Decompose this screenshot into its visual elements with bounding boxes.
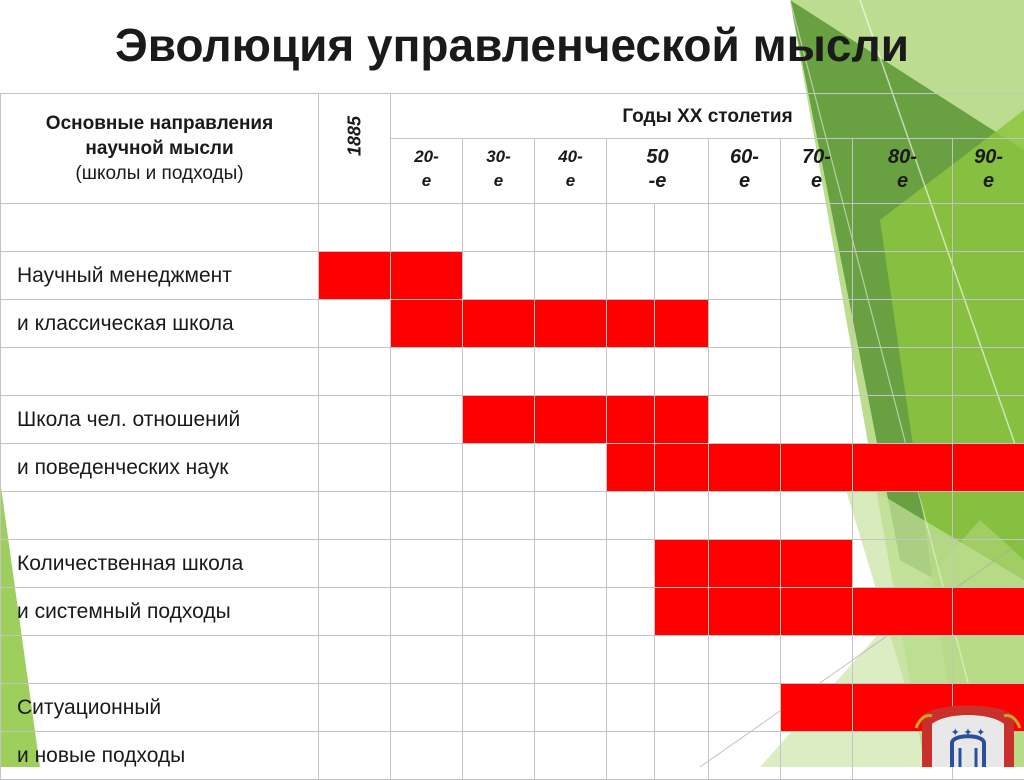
- timeline-cell: [319, 396, 391, 444]
- timeline-cell: [607, 252, 655, 300]
- decade-header-30s-line1: 30-: [463, 145, 534, 169]
- timeline-cell: [953, 252, 1024, 300]
- timeline-cell: [953, 540, 1024, 588]
- decade-header-60s-line2: е: [709, 169, 780, 193]
- timeline-cell: [319, 684, 391, 732]
- decade-header-40s: [535, 139, 607, 204]
- timeline-cell: [709, 636, 781, 684]
- timeline-row: [1, 588, 1024, 636]
- timeline-bar-cell: [607, 300, 655, 348]
- timeline-row: [1, 492, 1024, 540]
- timeline-cell: [709, 252, 781, 300]
- timeline-cell: [953, 348, 1024, 396]
- timeline-row: [1, 444, 1024, 492]
- timeline-cell: [319, 444, 391, 492]
- decade-header-50s: [607, 139, 709, 204]
- timeline-cell: [463, 636, 535, 684]
- timeline-cell: [607, 636, 655, 684]
- timeline-row: [1, 252, 1024, 300]
- timeline-cell: [709, 204, 781, 252]
- timeline-bar-cell: [853, 444, 953, 492]
- timeline-cell: [463, 252, 535, 300]
- timeline-cell: [709, 492, 781, 540]
- direction-label: [1, 636, 319, 684]
- timeline-cell: [535, 204, 607, 252]
- century-header: Годы XX столетия: [391, 94, 1024, 139]
- timeline-cell: [655, 732, 709, 780]
- direction-label: и классическая школа: [1, 300, 319, 348]
- timeline-bar-cell: [853, 588, 953, 636]
- timeline-bar-cell: [463, 300, 535, 348]
- direction-label: [1, 348, 319, 396]
- timeline-cell: [391, 684, 463, 732]
- slide-title: Эволюция управленческой мысли: [0, 18, 1024, 72]
- timeline-rows: [1, 204, 1024, 780]
- year-1885-label: 1885: [344, 116, 365, 156]
- timeline-table: [0, 93, 1024, 780]
- timeline-cell: [535, 636, 607, 684]
- timeline-cell: [391, 732, 463, 780]
- direction-label: Школа чел. отношений: [1, 396, 319, 444]
- timeline-cell: [319, 540, 391, 588]
- decade-header-80s-line2: е: [853, 169, 952, 193]
- timeline-cell: [953, 204, 1024, 252]
- timeline-row: [1, 348, 1024, 396]
- university-emblem-icon: [912, 698, 1024, 767]
- decade-header-20s-line1: 20-: [391, 145, 462, 169]
- timeline-bar-cell: [535, 300, 607, 348]
- timeline-cell: [709, 684, 781, 732]
- timeline-cell: [463, 444, 535, 492]
- timeline-bar-cell: [953, 444, 1024, 492]
- timeline-bar-cell: [709, 444, 781, 492]
- timeline-cell: [319, 588, 391, 636]
- timeline-bar-cell: [607, 396, 655, 444]
- timeline-cell: [391, 540, 463, 588]
- decade-header-70s-line2: е: [781, 169, 852, 193]
- timeline-bar-cell: [781, 540, 853, 588]
- timeline-cell: [953, 396, 1024, 444]
- timeline-bar-cell: [781, 444, 853, 492]
- timeline-cell: [463, 732, 535, 780]
- decade-header-90s-line1: 90-: [953, 145, 1024, 169]
- timeline-bar-cell: [391, 300, 463, 348]
- direction-label: Количественная школа: [1, 540, 319, 588]
- timeline-bar-cell: [655, 540, 709, 588]
- decade-header-70s: [781, 139, 853, 204]
- timeline-cell: [853, 396, 953, 444]
- timeline-cell: [655, 636, 709, 684]
- timeline-cell: [535, 588, 607, 636]
- direction-label: Ситуационный: [1, 684, 319, 732]
- timeline-cell: [853, 492, 953, 540]
- timeline-row: [1, 732, 1024, 780]
- decade-header-60s: [709, 139, 781, 204]
- timeline-row: [1, 540, 1024, 588]
- timeline-cell: [607, 204, 655, 252]
- timeline-cell: [319, 636, 391, 684]
- timeline-cell: [781, 252, 853, 300]
- timeline-cell: [781, 636, 853, 684]
- timeline-cell: [709, 348, 781, 396]
- timeline-bar-cell: [319, 252, 391, 300]
- timeline-cell: [463, 588, 535, 636]
- timeline-cell: [319, 348, 391, 396]
- decade-header-30s-line2: е: [463, 169, 534, 193]
- direction-label: Научный менеджмент: [1, 252, 319, 300]
- timeline-cell: [709, 732, 781, 780]
- direction-label: [1, 204, 319, 252]
- timeline-bar-cell: [655, 444, 709, 492]
- timeline-cell: [655, 684, 709, 732]
- timeline-cell: [853, 348, 953, 396]
- decade-header-30s: [463, 139, 535, 204]
- timeline-cell: [781, 732, 853, 780]
- timeline-bar-cell: [655, 588, 709, 636]
- timeline-cell: [655, 204, 709, 252]
- timeline-cell: [709, 300, 781, 348]
- timeline-cell: [391, 492, 463, 540]
- timeline-bar-cell: [535, 396, 607, 444]
- timeline-cell: [953, 300, 1024, 348]
- timeline-cell: [391, 396, 463, 444]
- directions-header-line2: научной мысли: [1, 136, 318, 161]
- timeline-bar-cell: [655, 396, 709, 444]
- timeline-cell: [607, 732, 655, 780]
- timeline-cell: [391, 636, 463, 684]
- timeline-cell: [853, 300, 953, 348]
- timeline-cell: [853, 540, 953, 588]
- timeline-cell: [709, 396, 781, 444]
- direction-label: и поведенческих наук: [1, 444, 319, 492]
- direction-label: и новые подходы: [1, 732, 319, 780]
- timeline-cell: [391, 588, 463, 636]
- timeline-cell: [535, 540, 607, 588]
- timeline-bar-cell: [655, 300, 709, 348]
- timeline-cell: [463, 204, 535, 252]
- decade-header-50s-line1: 50: [607, 145, 708, 169]
- decade-header-80s: [853, 139, 953, 204]
- timeline-cell: [853, 252, 953, 300]
- timeline-row: [1, 636, 1024, 684]
- directions-header-line1: Основные направления: [1, 111, 318, 136]
- timeline-row: [1, 300, 1024, 348]
- decade-header-50s-line2: -е: [607, 169, 708, 193]
- svg-text:✦ ✦ ✦: ✦ ✦ ✦: [951, 726, 986, 739]
- directions-header-line3: (школы и подходы): [1, 161, 318, 186]
- timeline-cell: [607, 540, 655, 588]
- timeline-cell: [781, 204, 853, 252]
- timeline-bar-cell: [781, 588, 853, 636]
- timeline-row: [1, 684, 1024, 732]
- timeline-cell: [953, 636, 1024, 684]
- timeline-cell: [535, 348, 607, 396]
- timeline-cell: [535, 684, 607, 732]
- timeline-bar-cell: [953, 588, 1024, 636]
- timeline-cell: [391, 204, 463, 252]
- decade-header-90s: [953, 139, 1024, 204]
- timeline-bar-cell: [391, 252, 463, 300]
- directions-header: [1, 94, 319, 204]
- timeline-cell: [853, 636, 953, 684]
- timeline-bar-cell: [463, 396, 535, 444]
- timeline-cell: [953, 492, 1024, 540]
- direction-label: [1, 492, 319, 540]
- timeline-cell: [655, 348, 709, 396]
- timeline-cell: [607, 492, 655, 540]
- timeline-row: [1, 396, 1024, 444]
- timeline-bar-cell: [709, 588, 781, 636]
- timeline-cell: [535, 732, 607, 780]
- decade-header-80s-line1: 80-: [853, 145, 952, 169]
- timeline-bar-cell: [709, 540, 781, 588]
- timeline-cell: [463, 684, 535, 732]
- timeline-cell: [319, 732, 391, 780]
- timeline-cell: [781, 396, 853, 444]
- timeline-cell: [853, 204, 953, 252]
- year-1885-header: [319, 94, 391, 204]
- decade-header-60s-line1: 60-: [709, 145, 780, 169]
- timeline-row: [1, 204, 1024, 252]
- direction-label: и системный подходы: [1, 588, 319, 636]
- timeline-cell: [391, 444, 463, 492]
- decade-header-20s: [391, 139, 463, 204]
- timeline-cell: [535, 492, 607, 540]
- timeline-cell: [781, 300, 853, 348]
- decade-header-40s-line1: 40-: [535, 145, 606, 169]
- decade-header-20s-line2: е: [391, 169, 462, 193]
- timeline-cell: [655, 252, 709, 300]
- timeline-cell: [535, 252, 607, 300]
- timeline-cell: [319, 492, 391, 540]
- timeline-cell: [607, 348, 655, 396]
- timeline-cell: [463, 540, 535, 588]
- timeline-cell: [391, 348, 463, 396]
- timeline-cell: [319, 300, 391, 348]
- timeline-cell: [463, 492, 535, 540]
- timeline-cell: [781, 348, 853, 396]
- decade-header-40s-line2: е: [535, 169, 606, 193]
- decade-header-70s-line1: 70-: [781, 145, 852, 169]
- timeline-cell: [607, 588, 655, 636]
- timeline-cell: [655, 492, 709, 540]
- timeline-cell: [463, 348, 535, 396]
- timeline-cell: [607, 684, 655, 732]
- timeline-cell: [535, 444, 607, 492]
- timeline-cell: [319, 204, 391, 252]
- timeline-bar-cell: [607, 444, 655, 492]
- timeline-cell: [781, 492, 853, 540]
- timeline-bar-cell: [781, 684, 853, 732]
- decade-header-90s-line2: е: [953, 169, 1024, 193]
